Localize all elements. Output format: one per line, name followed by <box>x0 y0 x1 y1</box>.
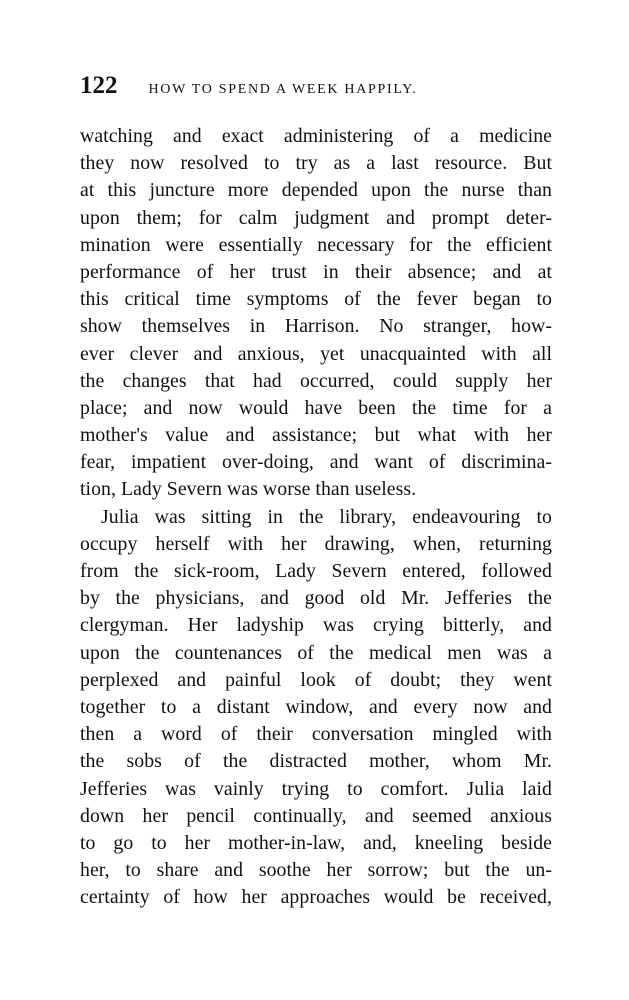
text-line: Jefferies was vainly trying to comfort. Julia laid <box>80 777 552 800</box>
text-line: by the physicians, and good old Mr. Jefferies the <box>80 587 552 610</box>
text-line: Julia was sitting in the library, endeavouring to <box>101 505 552 528</box>
paragraph-1 <box>80 123 552 504</box>
text-line: ever clever and anxious, yet unacquainted with all <box>80 342 552 365</box>
page-number: 122 <box>80 72 118 99</box>
text-line: they now resolved to try as a last resource. But <box>80 152 552 175</box>
text-line: down her pencil continually, and seemed anxious <box>80 804 552 827</box>
text-line: certainty of how her approaches would be received, <box>80 886 552 909</box>
text-line: from the sick-room, Lady Severn entered, followed <box>80 560 552 582</box>
text-line: occupy herself with her drawing, when, returning <box>80 532 552 555</box>
text-line: tion, Lady Severn was worse than useless. <box>80 478 417 501</box>
text-line: show themselves in Harrison. No stranger, how- <box>80 315 552 338</box>
text-line: together to a distant window, and every now and <box>80 695 552 718</box>
text-line: the changes that had occurred, could supply her <box>80 369 552 392</box>
text-line: clergyman. Her ladyship was crying bitterly, and <box>80 614 552 637</box>
paragraph-2 <box>80 504 552 912</box>
text-line: perplexed and painful look of doubt; they went <box>80 668 552 691</box>
text-line: fear, impatient over-doing, and want of discrimina- <box>80 451 552 474</box>
text-line: place; and now would have been the time for a <box>80 396 552 419</box>
body-text <box>80 123 552 911</box>
running-header <box>80 72 550 102</box>
text-line: watching and exact administering of a medicine <box>80 125 552 147</box>
text-line: her, to share and soothe her sorrow; but the un- <box>80 859 552 882</box>
text-line: mination were essentially necessary for the efficient <box>80 233 552 256</box>
text-line: at this juncture more depended upon the nurse than <box>80 179 552 202</box>
text-line: upon them; for calm judgment and prompt deter- <box>80 206 552 229</box>
text-line: performance of her trust in their absence; and at <box>80 260 552 283</box>
text-line: then a word of their conversation mingled with <box>80 723 552 746</box>
text-line: mother's value and assistance; but what with her <box>80 424 552 447</box>
text-line: to go to her mother-in-law, and, kneeling beside <box>80 831 552 854</box>
text-line: this critical time symptoms of the fever began to <box>80 288 552 311</box>
text-line: upon the countenances of the medical men was a <box>80 641 552 664</box>
running-title: HOW TO SPEND A WEEK HAPPILY. <box>148 82 418 97</box>
text-line: the sobs of the distracted mother, whom Mr. <box>80 750 552 773</box>
